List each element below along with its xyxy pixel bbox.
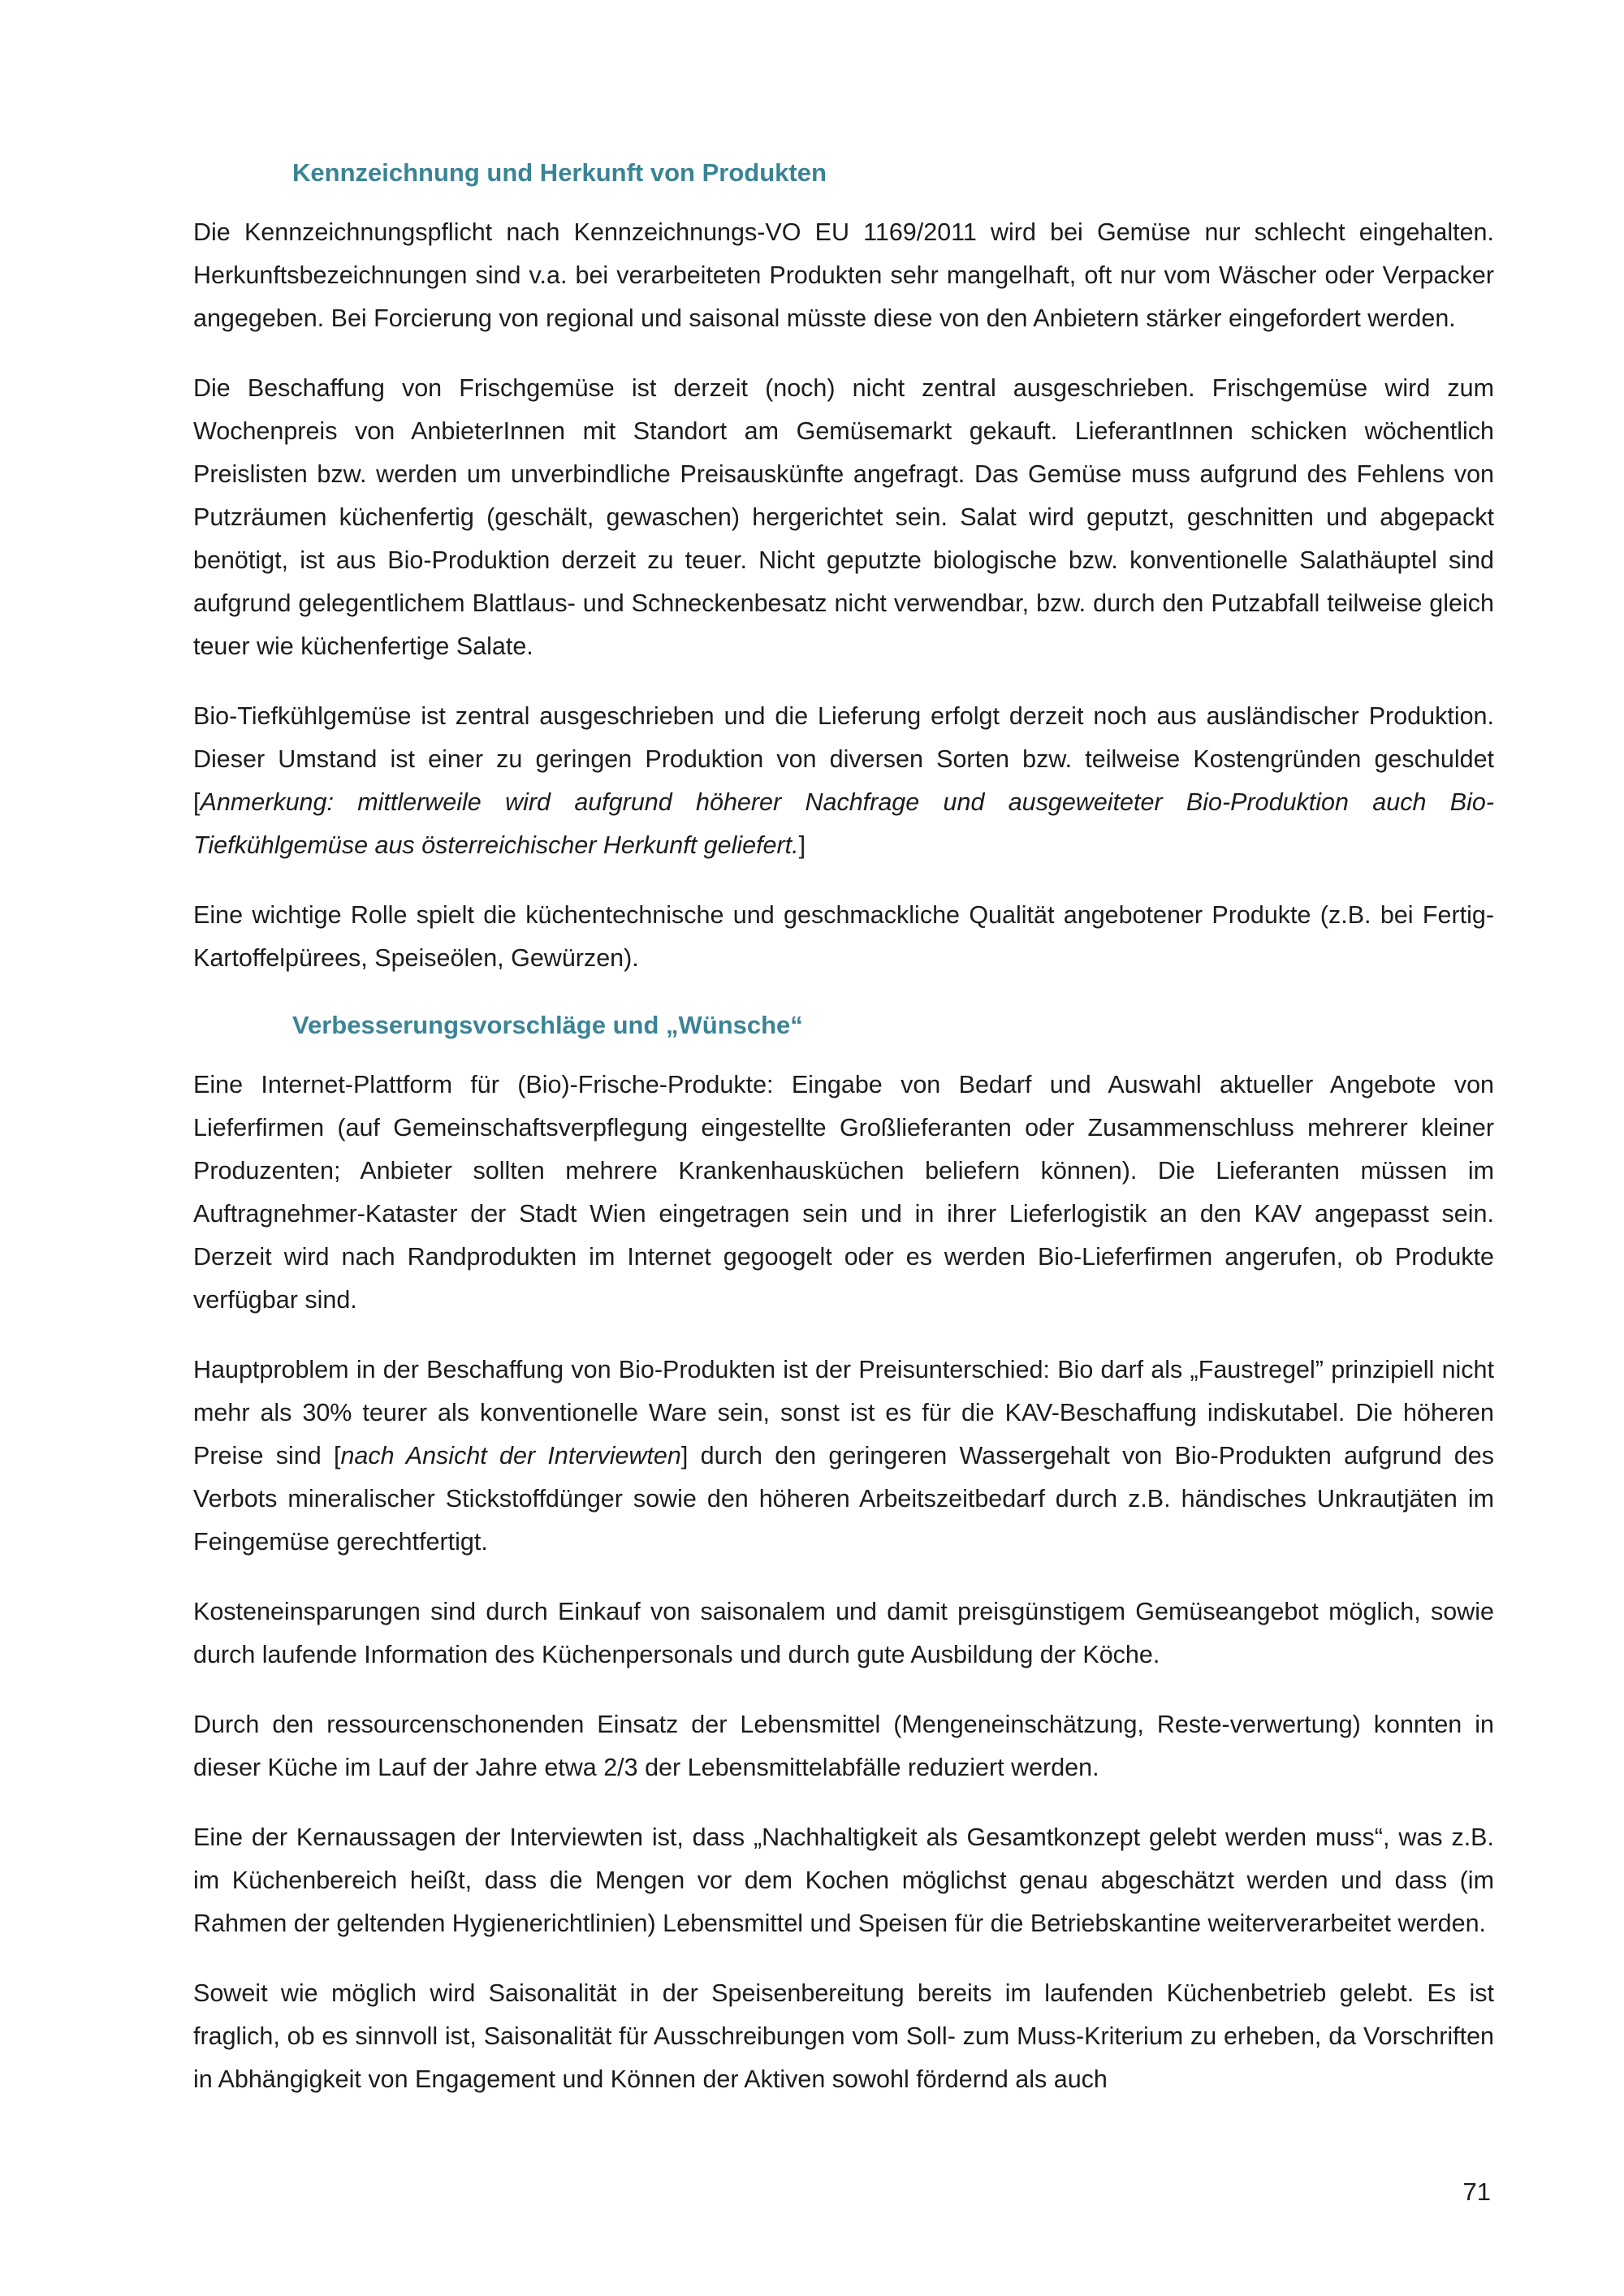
text-span: Hauptproblem in der Beschaffung von Bio-Produkten ist der Preisunterschied: Bio darf als „Faustregel” prinzipiell nicht mehr als 30% teurer als konventionelle Ware sein, sonst ist es für die KAV-Beschaffung indiskutabel. Die höheren Preise sind [ [193,1356,1494,1470]
italic-annotation: Anmerkung: mittlerweile wird aufgrund höherer Nachfrage und ausgeweiteter Bio-Produktion auch Bio-Tiefkühlgemüse aus österreichischer Herkunft geliefert. [193,788,1494,859]
paragraph: Die Beschaffung von Frischgemüse ist derzeit (noch) nicht zentral ausgeschrieben. Frischgemüse wird zum Wochenpreis von AnbieterInnen mit Standort am Gemüsemarkt gekauft. LieferantInnen schicken wöchentlich Preislisten bzw. werden um unverbindliche Preisauskünfte angefragt. Das Gemüse muss aufgrund des Fehlens von Putzräumen küchenfertig (geschält, gewaschen) hergerichtet sein. Salat wird geputzt, geschnitten und abgepackt benötigt, ist aus Bio-Produktion derzeit zu teuer. Nicht geputzte biologische bzw. konventionelle Salathäuptel sind aufgrund gelegentlichem Blattlaus- und Schneckenbesatz nicht verwendbar, bzw. durch den Putzabfall teilweise gleich teuer wie küchenfertige Salate. [193,374,1494,660]
section-heading-verbesserungsvorschlaege: Verbesserungsvorschläge und „Wünsche“ [292,1011,803,1039]
paragraph: Durch den ressourcenschonenden Einsatz der Lebensmittel (Mengeneinschätzung, Reste-verwertung) konnten in dieser Küche im Lauf der Jahre etwa 2/3 der Lebensmittelabfälle reduziert werden. [193,1711,1494,1781]
page-content [193,154,1494,2128]
section-heading-kennzeichnung: Kennzeichnung und Herkunft von Produkten [292,158,827,187]
paragraph: Soweit wie möglich wird Saisonalität in der Speisenbereitung bereits im laufenden Küchenbetrieb gelebt. Es ist fraglich, ob es sinnvoll ist, Saisonalität für Ausschreibungen vom Soll- zum Muss-Kriterium zu erheben, da Vorschriften in Abhängigkeit von Engagement und Können der Aktiven sowohl fördernd als auch [193,1979,1494,2093]
paragraph: Eine Internet-Plattform für (Bio)-Frische-Produkte: Eingabe von Bedarf und Auswahl aktueller Angebote von Lieferfirmen (auf Gemeinschaftsverpflegung eingestellte Großlieferanten oder Zusammenschluss mehrerer kleiner Produzenten; Anbieter sollten mehrere Krankenhausküchen beliefern können). Die Lieferanten müssen im Auftragnehmer-Kataster der Stadt Wien eingetragen sein und in ihrer Lieferlogistik an den KAV angepasst sein. Derzeit wird nach Randprodukten im Internet gegoogelt oder es werden Bio-Lieferfirmen angerufen, ob Produkte verfügbar sind. [193,1071,1494,1314]
page-number: 71 [1462,2177,1491,2206]
text-span: Bio-Tiefkühlgemüse ist zentral ausgeschrieben und die Lieferung erfolgt derzeit noch aus ausländischer Produktion. Dieser Umstand ist einer zu geringen Produktion von diversen Sorten bzw. teilweise Kostengründen geschuldet [ [193,702,1494,816]
paragraph: Die Kennzeichnungspflicht nach Kennzeichnungs-VO EU 1169/2011 wird bei Gemüse nur schlecht eingehalten. Herkunftsbezeichnungen sind v.a. bei verarbeiteten Produkten sehr mangelhaft, oft nur vom Wäscher oder Verpacker angegeben. Bei Forcierung von regional und saisonal müsste diese von den Anbietern stärker eingefordert werden. [193,218,1494,332]
text-span: ] [798,831,806,859]
paragraph [193,695,1494,867]
paragraph: Eine der Kernaussagen der Interviewten ist, dass „Nachhaltigkeit als Gesamtkonzept gelebt werden muss“, was z.B. im Küchenbereich heißt, dass die Mengen vor dem Kochen möglichst genau abgeschätzt werden und dass (im Rahmen der geltenden Hygienerichtlinien) Lebensmittel und Speisen für die Betriebskantine weiterverarbeitet werden. [193,1823,1494,1937]
paragraph [193,1349,1494,1564]
italic-annotation: nach Ansicht der Interviewten [340,1442,681,1470]
paragraph: Kosteneinsparungen sind durch Einkauf von saisonalem und damit preisgünstigem Gemüseangebot möglich, sowie durch laufende Information des Küchenpersonals und durch gute Ausbildung der Köche. [193,1598,1494,1668]
text-span: ] durch den geringeren Wassergehalt von Bio-Produkten aufgrund des Verbots mineralischer Stickstoffdünger sowie den höheren Arbeitszeitbedarf durch z.B. händisches Unkrautjäten im Feingemüse gerechtfertigt. [193,1442,1494,1556]
paragraph: Eine wichtige Rolle spielt die küchentechnische und geschmackliche Qualität angebotener Produkte (z.B. bei Fertig-Kartoffelpürees, Speiseölen, Gewürzen). [193,901,1494,972]
